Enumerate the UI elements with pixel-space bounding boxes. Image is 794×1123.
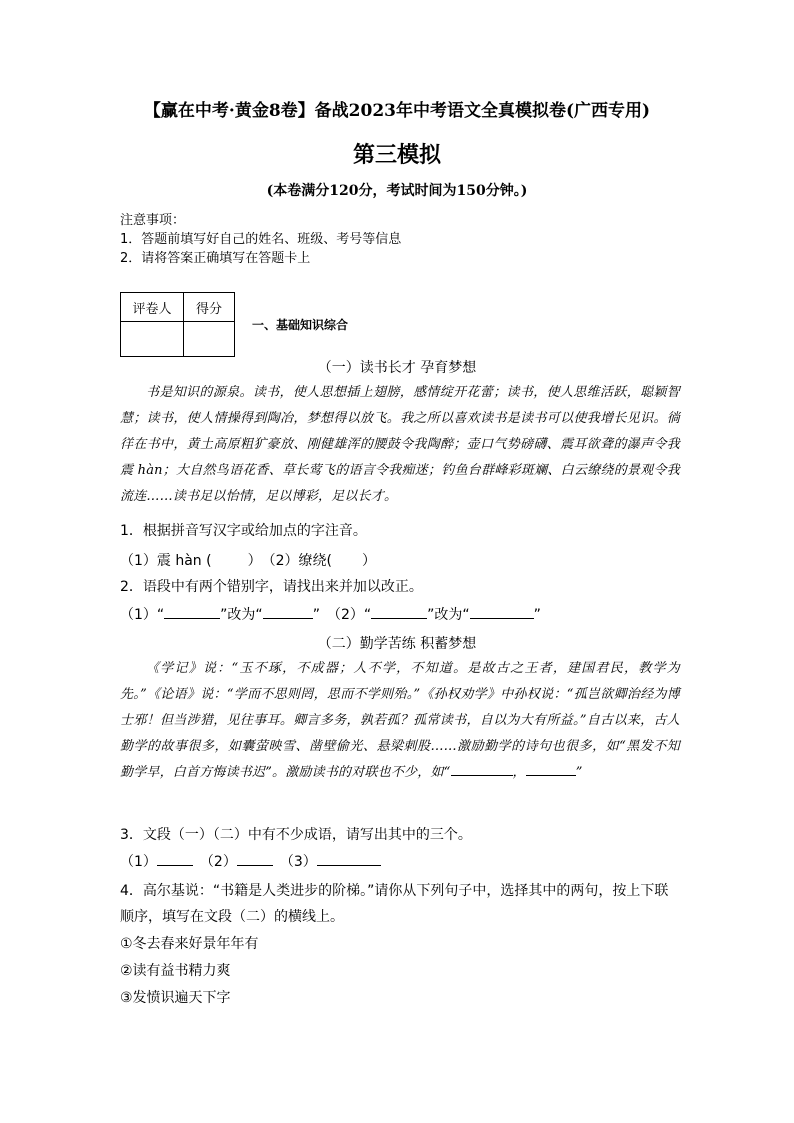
question-1: 1．根据拼音写汉字或给加点的字注音。 (120, 523, 367, 539)
question-2-answers: （1）“ ”改为“ ” （2）“ ”改为“ ” (120, 604, 541, 624)
grader-label: 评卷人 (121, 293, 184, 322)
part2-passage: 《学记》说：“玉不琢，不成器；人不学，不知道。是故古之王者，建国君民，教学为先。”《论语》说：“学而不思则罔，思而不学则殆。”《孙权劝学》中孙权说：“孤岂欲卿治经为博士邪！但当涉猎，见往事耳。卿言多务，孰若孤？孤常读书，自以为大有所益。”自古以来，古人勤学的故事很多，如囊萤映雪、凿壁偷光、悬梁刺股……激励勤学的诗句也很多，如“黑发不知勤学早，白首方悔读书迟”。激励读书的对联也不少，如“ ， ” (120, 661, 680, 780)
score-note: (本卷满分120分，考试时间为150分钟。) (266, 183, 528, 199)
question-2: 2．语段中有两个错别字，请找出来并加以改正。 (120, 579, 423, 595)
answer-blank[interactable] (237, 851, 273, 866)
notes-item: 1．答题前填写好自己的姓名、班级、考号等信息 (120, 232, 402, 247)
notes-block (120, 211, 401, 268)
score-label: 得分 (184, 293, 235, 322)
option-item: ③发愤识遍天下字 (120, 990, 231, 1006)
notes-heading: 注意事项： (120, 213, 186, 228)
question-3-answers: （1） （2） （3） (120, 851, 381, 871)
question-1-answers: （1）震 hàn ( ） （2）缭绕( ） (120, 553, 376, 569)
answer-blank[interactable] (332, 551, 362, 565)
answer-blank[interactable] (164, 604, 220, 619)
answer-blank[interactable] (526, 761, 576, 776)
option-item: ①冬去春来好景年年有 (120, 936, 259, 952)
grader-table (120, 292, 235, 357)
question-4-line2: 顺序，填写在文段（二）的横线上。 (120, 909, 344, 925)
answer-blank[interactable] (212, 551, 248, 565)
question-4-line1: 4．高尔基说：“书籍是人类进步的阶梯。”请你从下列句子中，选择其中的两句，按上下联 (120, 883, 669, 899)
answer-blank[interactable] (263, 604, 313, 619)
exam-title: 【赢在中考·黄金8卷】备战2023年中考语文全真模拟卷(广西专用) (143, 101, 651, 121)
grader-cell[interactable] (121, 322, 184, 357)
answer-blank[interactable] (371, 604, 427, 619)
answer-blank[interactable] (317, 851, 381, 866)
score-cell[interactable] (184, 322, 235, 357)
answer-blank[interactable] (470, 604, 534, 619)
question-3: 3．文段（一）（二）中有不少成语，请写出其中的三个。 (120, 827, 472, 843)
part1-passage: 书是知识的源泉。读书，使人思想插上翅膀，感情绽开花蕾；读书，使人思维活跃，聪颖智慧；读书，使人情操得到陶冶，梦想得以放飞。我之所以喜欢读书是读书可以使我增长见识。徜徉在书中，黄土高原粗犷豪放、刚健雄浑的腰鼓令我陶醉；壶口气势磅礴、震耳欲聋的瀑声令我震 hàn；大自然鸟语花香、草长莺飞的语言令我痴迷；钓鱼台群峰彩斑斓、白云缭绕的景观令我流连……读书足以怡情，足以博彩，足以长才。 (120, 385, 680, 504)
answer-blank[interactable] (451, 761, 513, 776)
exam-subtitle: 第三模拟 (352, 142, 441, 168)
part2-title: （二）勤学苦练 积蓄梦想 (317, 636, 477, 652)
option-item: ②读有益书精力爽 (120, 963, 231, 979)
section-heading: 一、基础知识综合 (252, 318, 349, 332)
notes-item: 2．请将答案正确填写在答题卡上 (120, 251, 311, 266)
part1-title: （一）读书长才 孕育梦想 (317, 360, 477, 376)
answer-blank[interactable] (157, 851, 193, 866)
